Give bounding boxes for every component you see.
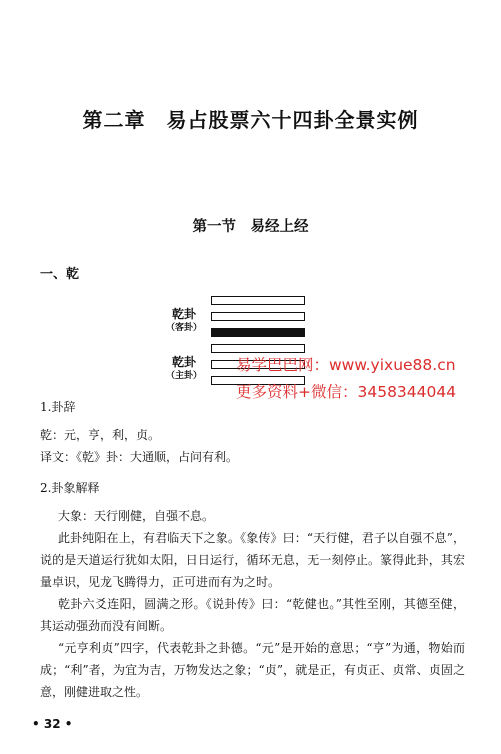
lower-trigram-name: 乾卦 — [171, 355, 196, 369]
yang-line-5 — [211, 312, 305, 321]
upper-trigram-label — [160, 307, 208, 335]
section-title: 第一节 易经上经 — [192, 219, 309, 235]
paragraph-guade: “元亨利贞”四字，代表乾卦之卦德。“元”是开始的意思；“亨”为通，物始而成；“利”者，为宜为吉，万物发达之象；“贞”，就是正，有贞正、贞常、贞固之意，刚健进取之性。 — [40, 641, 465, 699]
guaxiang-heading: 2.卦象解释 — [40, 481, 100, 495]
page-number: • 32 • — [32, 717, 73, 731]
paragraph-shuoguazhuan: 乾卦六爻连阳，圆满之形。《说卦传》曰：“乾健也。”其性至刚，其德至健，其运动强劲而没有间断。 — [40, 597, 465, 633]
yang-line-4 — [211, 328, 305, 337]
watermark-line-1: 易学巴巴网：www.yixue88.cn — [236, 356, 456, 374]
upper-trigram-name: 乾卦 — [171, 307, 196, 321]
chapter-title: 第二章 易占股票六十四卦全景实例 — [82, 108, 419, 132]
hexagram-heading: 一、乾 — [40, 267, 80, 282]
paragraph-xiangzhuan: 此卦纯阳在上，有君临天下之象。《象传》曰：“天行健，君子以自强不息”，说的是天道运行犹如太阳，日日运行，循环无息，无一刻停止。篆得此卦，其宏量卓识，见龙飞腾得力，正可进而有为之时。 — [40, 531, 465, 589]
translation-text: 译文：《乾》卦：大通顺，占问有利。 — [40, 450, 239, 464]
watermark-line-2: 更多资料+微信：3458344044 — [236, 383, 457, 401]
upper-trigram-role: （客卦） — [165, 323, 202, 333]
paragraph-daxiang: 大象：天行刚健，自强不息。 — [58, 509, 215, 523]
yang-line-3 — [211, 344, 305, 353]
lower-trigram-label — [160, 355, 208, 383]
guaci-heading: 1.卦辞 — [40, 400, 76, 414]
lower-trigram-role: （主卦） — [165, 371, 202, 381]
yang-line-6 — [211, 296, 305, 305]
guaci-text: 乾：元，亨，利，贞。 — [40, 428, 161, 442]
